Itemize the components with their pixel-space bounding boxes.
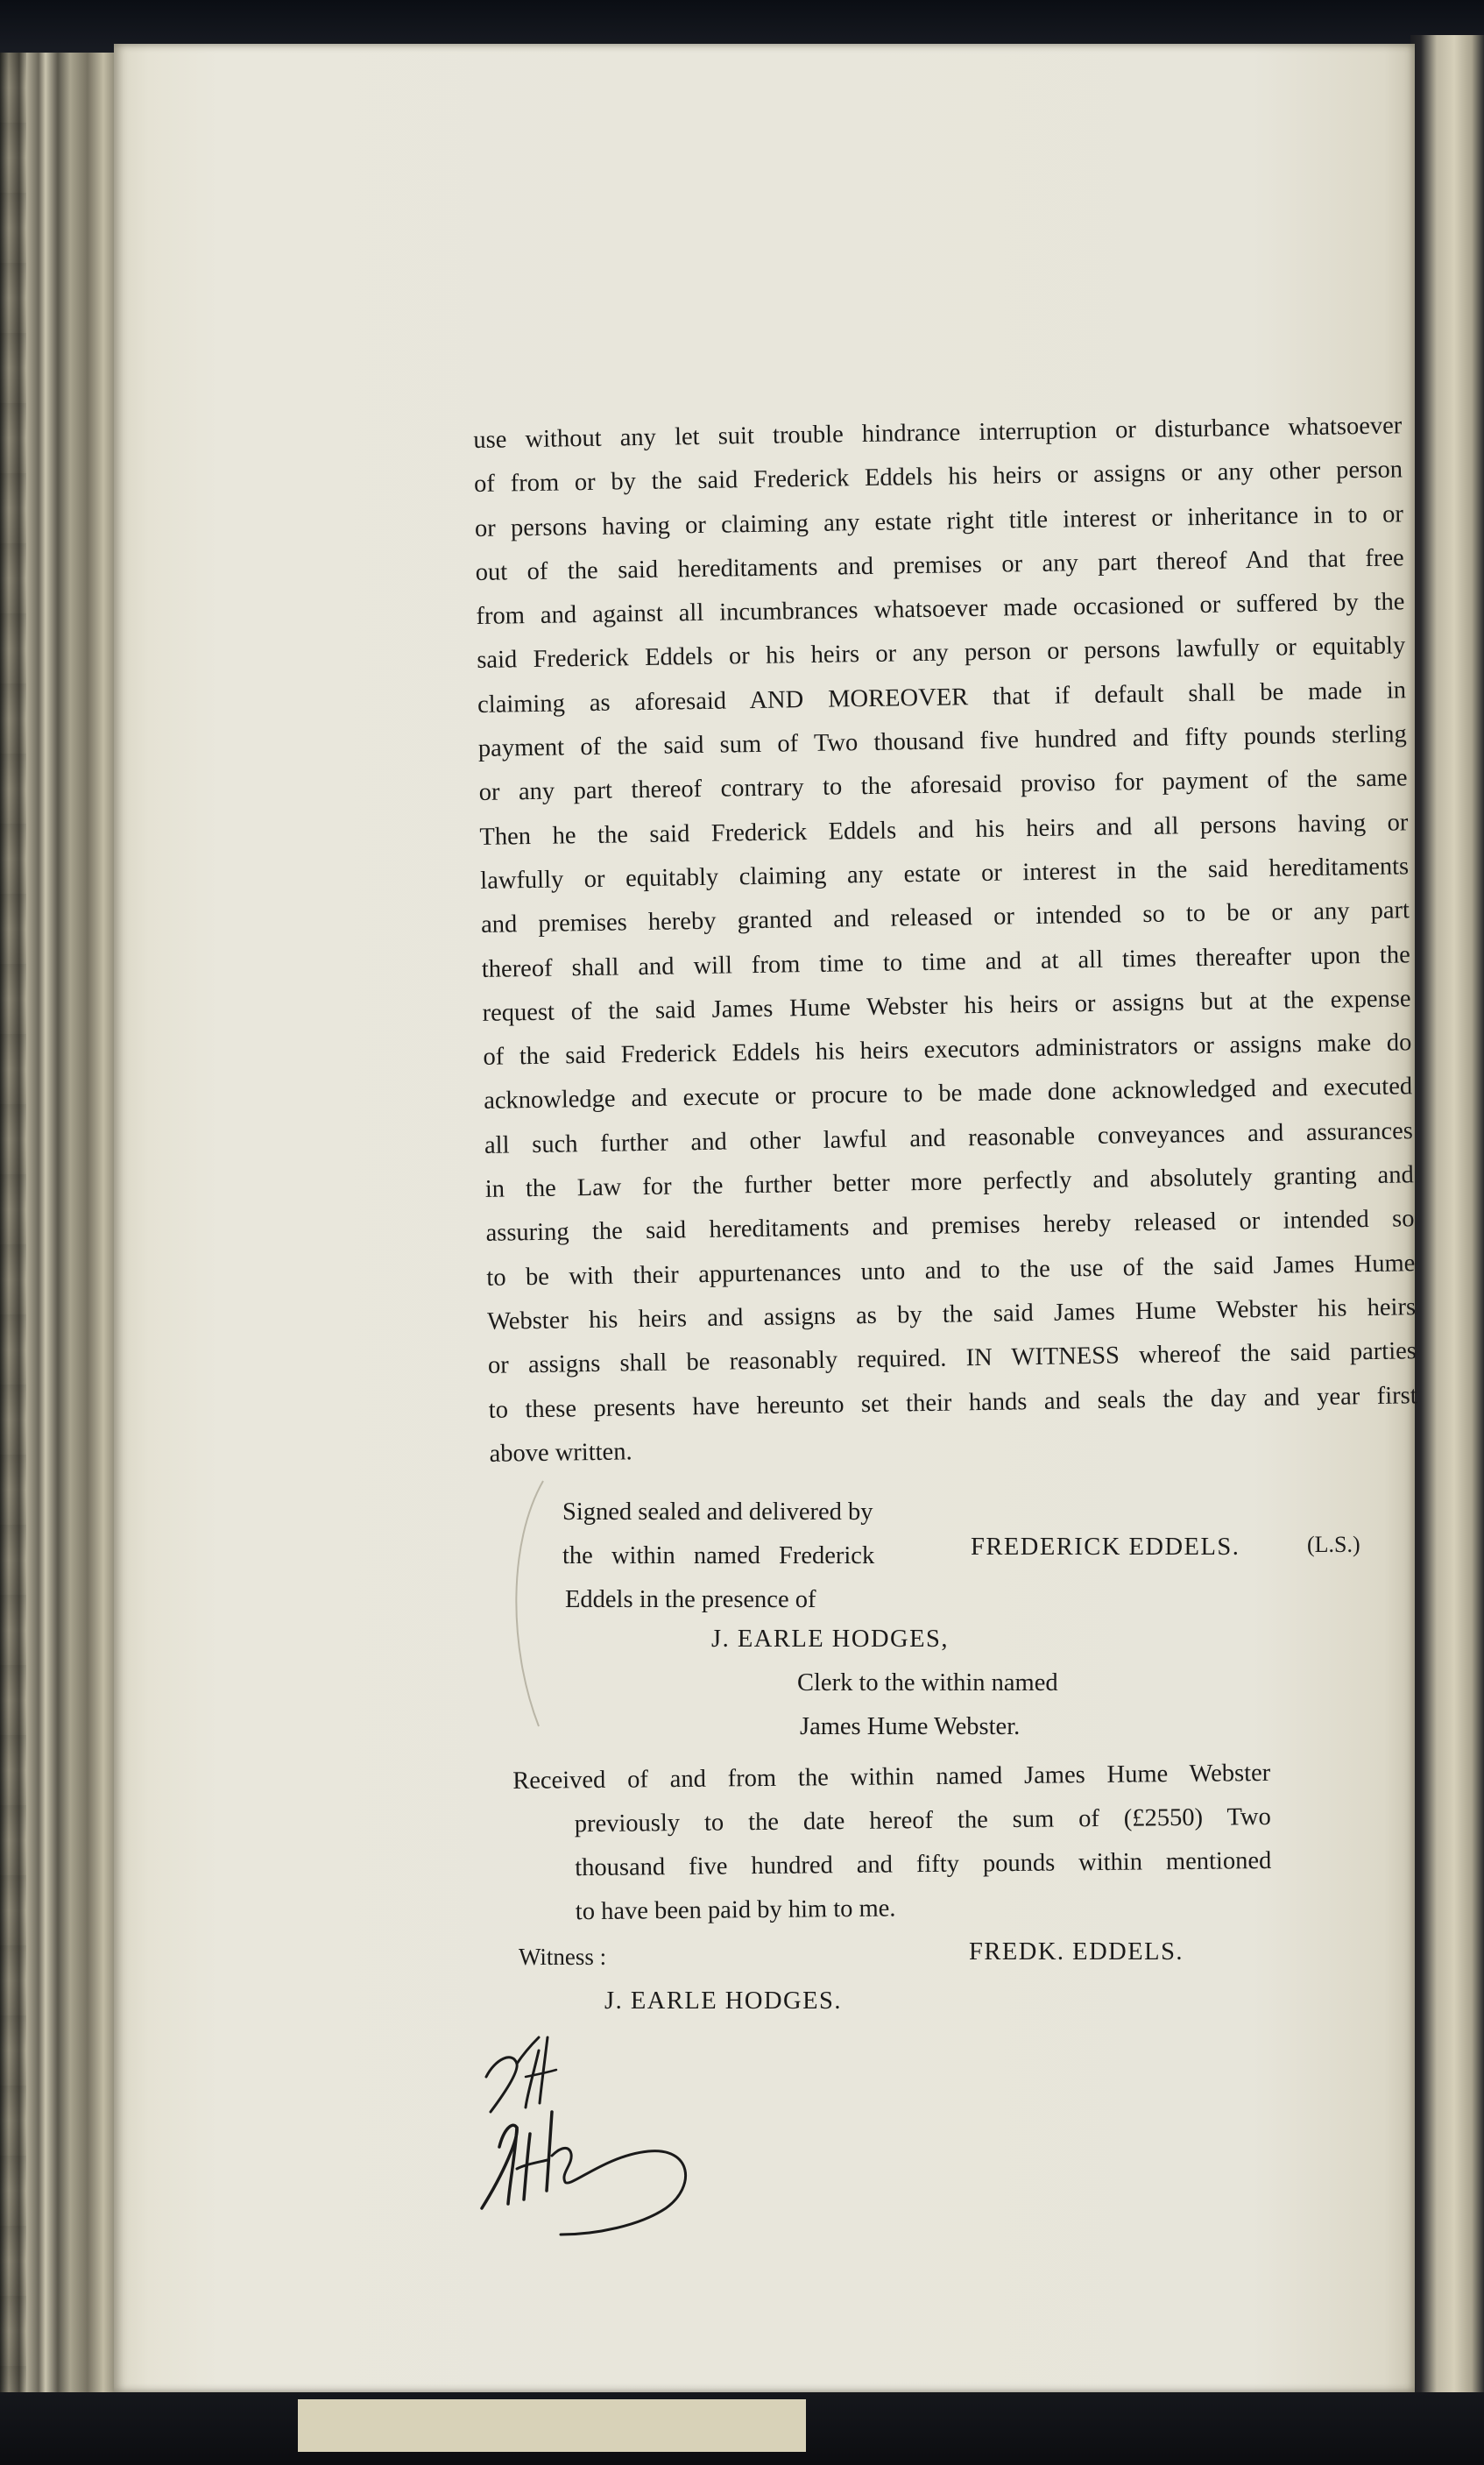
deed-line: claiming as aforesaid AND MOREOVER that if default shall be made in <box>477 676 1407 719</box>
deed-line: or persons having or claiming any estate right title interest or inheritance in to or <box>474 499 1404 542</box>
deed-line: in the Law for the further better more perfectly and absolutely granting and <box>484 1161 1414 1203</box>
deed-line: to these presents have hereunto set their hands and seals the day and year first <box>488 1381 1417 1424</box>
deed-line: acknowledge and execute or procure to be made done acknowledged and executed <box>483 1073 1413 1116</box>
deed-line: and premises hereby granted and released or intended so to be or any part <box>480 896 1410 939</box>
witness-name: J. EARLE HODGES, <box>711 1626 949 1653</box>
witness-label: Witness : <box>519 1944 607 1970</box>
deed-line: of the said Frederick Eddels his heirs executors administrators or assigns make do <box>483 1029 1412 1072</box>
deed-line: use without any let suit trouble hindrance interruption or disturbance whatsoever <box>473 412 1403 454</box>
deed-line: request of the said James Hume Webster his heirs or assigns but at the expense <box>482 985 1411 1027</box>
receipt-line: previously to the date hereof the sum of (£2550) Two <box>574 1803 1271 1838</box>
page-tab-strip <box>298 2399 806 2452</box>
receipt-clause <box>512 1752 1272 1935</box>
receipt-line: thousand five hundred and fifty pounds within mentioned <box>575 1846 1272 1882</box>
deed-line: payment of the said sum of Two thousand five hundred and fifty pounds sterling <box>477 720 1408 763</box>
page-edges-shadow <box>0 53 26 2401</box>
attestation-line-3: Eddels in the presence of <box>565 1586 816 1613</box>
deed-line: all such further and other lawful and reasonable conveyances and assurances <box>484 1116 1414 1159</box>
deed-line: Webster his heirs and assigns as by the said James Hume Webster his heirs <box>486 1293 1417 1335</box>
deed-line: or assigns shall be reasonably required. IN WITNESS whereof the said parties <box>487 1337 1417 1380</box>
deed-line: from and against all incumbrances whatsoever made occasioned or suffered by the <box>476 588 1405 631</box>
witness-role-line-2: James Hume Webster. <box>800 1713 1021 1740</box>
signatory-name: FREDERICK EDDELS. <box>971 1534 1240 1561</box>
deed-line: thereof shall and will from time to time and at all times thereafter upon the <box>481 940 1410 983</box>
deed-line: above written. <box>489 1438 632 1468</box>
attestation-line-1: Signed sealed and delivered by <box>562 1498 873 1526</box>
receipt-line: to have been paid by him to me. <box>575 1895 896 1926</box>
seal-mark: (L.S.) <box>1307 1532 1360 1557</box>
facing-page-edge <box>1410 35 1484 2401</box>
deed-line: out of the said hereditaments and premises or any part thereof And that free <box>475 544 1404 586</box>
deed-body <box>473 404 1418 1477</box>
deed-line: said Frederick Eddels or his heirs or any person or persons lawfully or equitably <box>477 632 1406 675</box>
deed-line: of from or by the said Frederick Eddels his heirs or assigns or any other person <box>473 456 1403 499</box>
receipt-line: Received of and from the within named James Hume Webster <box>512 1759 1271 1795</box>
witness-role-line-1: Clerk to the within named <box>797 1669 1058 1696</box>
receipt-signatory: FREDK. EDDELS. <box>969 1938 1184 1966</box>
deed-line: Then he the said Frederick Eddels and his heirs and all persons having or <box>479 808 1409 851</box>
receipt-witness-name: J. EARLE HODGES. <box>604 1987 842 2015</box>
deed-line: assuring the said hereditaments and premises hereby released or intended so <box>485 1205 1415 1248</box>
deed-line: to be with their appurtenances unto and to the use of the said James Hume <box>486 1249 1416 1292</box>
handwritten-initials-signature <box>464 2024 710 2252</box>
deed-line: or any part thereof contrary to the aforesaid proviso for payment of the same <box>478 764 1408 807</box>
attestation-line-2: the within named Frederick <box>562 1542 875 1569</box>
deed-line: lawfully or equitably claiming any estate or interest in the said hereditaments <box>480 853 1410 895</box>
